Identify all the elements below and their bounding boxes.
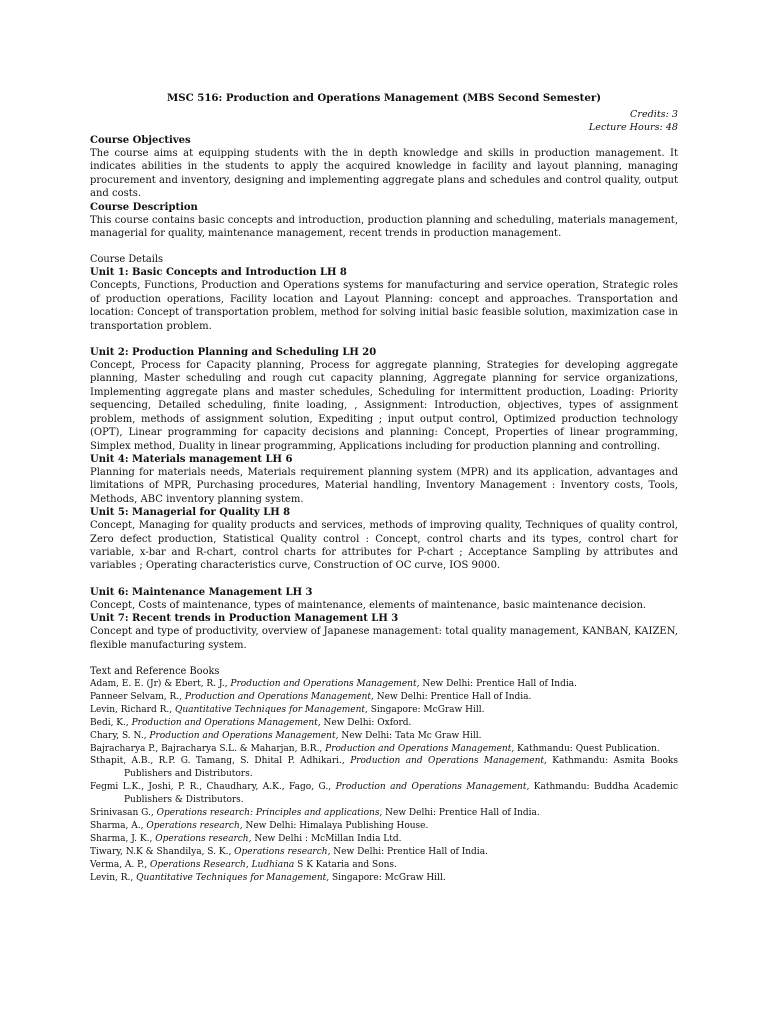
unit-heading: Unit 7: Recent trends in Production Management LH 3 (90, 613, 399, 625)
reference-publisher: New Delhi: Prentice Hall of India. (373, 691, 532, 702)
reference-title: Operations Research, Ludhiana (149, 859, 295, 870)
reference-item (90, 833, 678, 846)
reference-authors: Levin, R., (90, 872, 137, 883)
reference-authors: Levin, Richard R., (90, 704, 175, 715)
details-heading: Course Details (90, 254, 164, 266)
reference-item (90, 743, 678, 756)
unit-text: Concept and type of productivity, overview of Japanese management: total quality management, KANBAN, KAIZEN, flexible manufacturing system. (90, 626, 678, 651)
lecture-hours: Lecture Hours: 48 (588, 122, 678, 133)
reference-item (90, 691, 678, 704)
reference-publisher: New Delhi: Prentice Hall of India. (419, 678, 577, 689)
reference-item (90, 859, 678, 872)
reference-item (90, 717, 678, 730)
reference-publisher: New Delhi: Tata Mc Graw Hill. (338, 730, 482, 741)
reference-authors: Bajracharya P., Bajracharya S.L. & Maharjan, B.R., (90, 743, 326, 754)
unit-text: Concept, Costs of maintenance, types of maintenance, elements of maintenance, basic maintenance decision. (90, 599, 647, 611)
references-heading: Text and Reference Books (90, 665, 220, 677)
reference-publisher: Kathmandu: Buddha Academic Publishers & Distributors. (124, 782, 678, 806)
reference-authors: Srinivasan G., (90, 808, 157, 819)
reference-title: Operations research: Principles and applications, (156, 808, 383, 819)
reference-authors: Sharma, J. K., (90, 833, 156, 844)
reference-title: Production and Operations Management, (230, 678, 420, 689)
reference-title: Production and Operations Management, (184, 691, 374, 702)
reference-publisher: New Delhi: Oxford. (320, 717, 412, 728)
reference-title: Production and Operations Management, (350, 756, 547, 767)
credits: Credits: 3 (630, 109, 678, 120)
reference-publisher: Kathmandu: Asmita Books Publishers and Distributors. (124, 756, 678, 780)
unit-text: Concept, Process for Capacity planning, Process for aggregate planning, Strategies for developing aggregate planning, Master scheduling and rough cut capacity planning, Aggregate planning for service organizations, Implementing aggregate plans and master schedules, Scheduling for intermittent production, Loading: Priority sequencing, Detailed scheduling, finite loading, , Assignment: Introduction, objectives, types of assignment problem, methods of assignment solution, Expediting ; input output control, Optimized production technology (OPT), Linear programming for capacity decisions and planning: Concept, Properties of linear programming, Simplex method, Duality in linear programming, Applications including for production planning and controlling. (90, 360, 678, 452)
objectives-text: The course aims at equipping students with the in depth knowledge and skills in production management. It indicates abilities in the students to apply the acquired knowledge in facility and layout planning, managing procurement and inventory, designing and implementing aggregate plans and schedules and control quality, output and costs. (90, 148, 678, 200)
reference-item (90, 755, 678, 781)
unit-text: Planning for materials needs, Materials requirement planning system (MPR) and its application, advantages and limitations of MPR, Purchasing procedures, Material handling, Inventory Management : Inventory costs, Tools, Methods, ABC inventory planning system. (90, 466, 678, 505)
reference-publisher: S K Kataria and Sons. (294, 859, 397, 870)
reference-authors: Panneer Selvam, R., (90, 691, 185, 702)
reference-title: Operations research, (234, 846, 331, 857)
reference-publisher: Kathmandu: Quest Publication. (514, 743, 660, 754)
reference-title: Quantitative Techniques for Management, (174, 704, 368, 715)
unit-heading: Unit 2: Production Planning and Scheduling LH 20 (90, 347, 377, 359)
reference-authors: Sharma, A., (90, 820, 147, 831)
reference-authors: Adam, E. E. (Jr) & Ebert, R. J., (90, 678, 231, 689)
unit-heading: Unit 4: Materials management LH 6 (90, 453, 293, 465)
reference-item (90, 704, 678, 717)
reference-publisher: Singapore: McGraw Hill. (329, 872, 446, 883)
reference-authors: Verma, A. P., (90, 859, 150, 870)
reference-title: Production and Operations Management, (335, 782, 530, 793)
reference-item (90, 730, 678, 743)
description-text: This course contains basic concepts and introduction, production planning and scheduling, materials management, managerial for quality, maintenance management, recent trends in production management. (90, 214, 678, 240)
reference-publisher: New Delhi: Prentice Hall of India. (330, 846, 488, 857)
reference-list (90, 678, 678, 885)
reference-item (90, 846, 678, 859)
reference-title: Operations research, (146, 820, 243, 831)
reference-publisher: New Delhi : McMillan India Ltd. (251, 833, 402, 844)
reference-item (90, 820, 678, 833)
reference-title: Quantitative Techniques for Management, (136, 872, 330, 883)
reference-item (90, 807, 678, 820)
unit-text: Concepts, Functions, Production and Operations systems for manufacturing and service operation, Strategic roles of production operations, Facility location and Layout Planning: concept and approaches. Transportation and location: Concept of transportation problem, method for solving initial basic feasible solution, maximization case in transportation problem. (90, 280, 678, 332)
document-page (90, 92, 678, 884)
objectives-heading: Course Objectives (90, 135, 191, 146)
reference-authors: Fegmi L.K., Joshi, P. R., Chaudhary, A.K., Fago, G., (90, 782, 336, 793)
course-title: MSC 516: Production and Operations Management (MBS Second Semester) (166, 92, 602, 104)
reference-publisher: Singapore: McGraw Hill. (367, 704, 485, 715)
reference-item (90, 678, 678, 691)
reference-publisher: New Delhi: Himalaya Publishing House. (242, 820, 429, 831)
reference-authors: Chary, S. N., (90, 730, 150, 741)
unit-heading: Unit 6: Maintenance Management LH 3 (90, 586, 313, 598)
unit-heading: Unit 1: Basic Concepts and Introduction LH 8 (90, 267, 347, 279)
reference-title: Production and Operations Management, (131, 717, 321, 728)
reference-title: Production and Operations Management, (149, 730, 339, 741)
reference-title: Production and Operations Management, (325, 743, 515, 754)
reference-title: Operations research, (155, 833, 252, 844)
reference-authors: Bedi, K., (90, 717, 132, 728)
reference-authors: Tiwary, N.K & Shandilya, S. K., (90, 846, 235, 857)
reference-authors: Sthapit, A.B., R.P. G. Tamang, S. Dhital P. Adhikari., (90, 756, 351, 767)
reference-item (90, 781, 678, 807)
unit-text: Concept, Managing for quality products and services, methods of improving quality, Techniques of quality control, Zero defect production, Statistical Quality control : Concept, control charts and its types, control chart for variable, x-bar and R-chart, control charts for attributes for P-chart ; Acceptance Sampling by attributes and variables ; Operating characteristics curve, Construction of OC curve, IOS 9000. (90, 520, 678, 572)
reference-item (90, 872, 678, 885)
description-heading: Course Description (90, 201, 198, 213)
unit-heading: Unit 5: Managerial for Quality LH 8 (90, 507, 291, 519)
reference-publisher: New Delhi: Prentice Hall of India. (382, 808, 540, 819)
